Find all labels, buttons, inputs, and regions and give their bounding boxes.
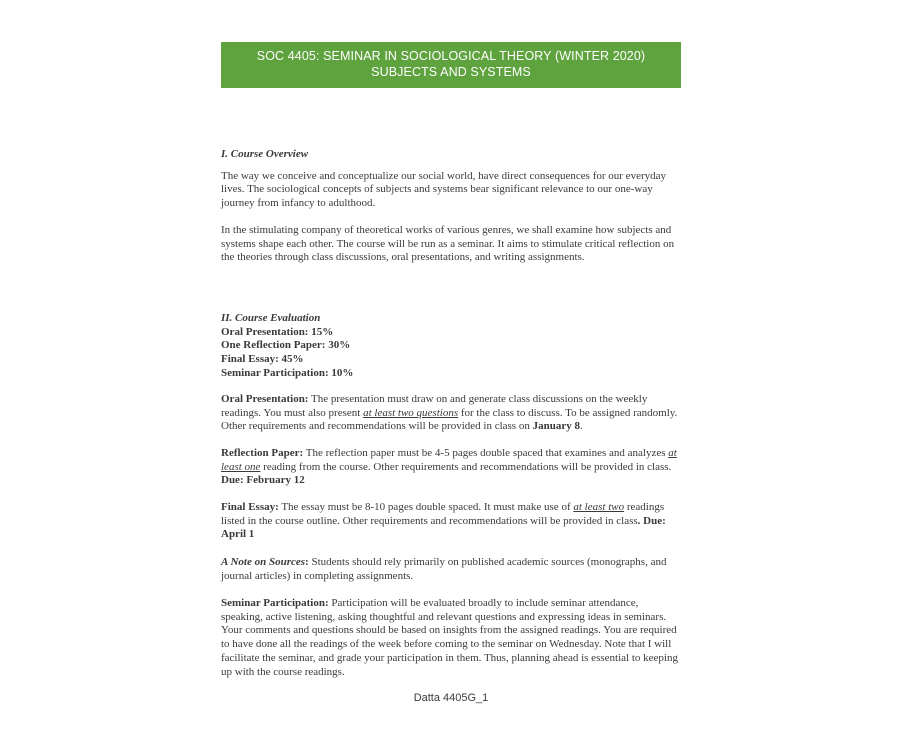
course-subtitle: SUBJECTS AND SYSTEMS — [371, 65, 531, 79]
reflection-label: Reflection Paper: — [221, 447, 304, 459]
oral-text-2: for the class to discuss. To be assigned randomly. Other requirements and recommendations will be provided in class on — [221, 406, 678, 433]
course-title-banner — [221, 42, 681, 88]
reflection-paper-paragraph — [221, 447, 681, 488]
course-evaluation-section — [221, 312, 681, 381]
essay-emphasis: at least two — [573, 501, 625, 513]
section-heading-overview: I. Course Overview — [221, 148, 309, 160]
essay-due: . Due: April 1 — [221, 514, 666, 541]
sources-text: Students should rely primarily on published academic sources (monographs, and journal articles) in completing assignments. — [221, 556, 667, 582]
oral-text-3: . — [579, 420, 583, 433]
overview-paragraph-1: The way we conceive and conceptualize our social world, have direct consequences for our everyday lives. The sociological concepts of subjects and systems bear significant relevance to our one-way journey from infancy to adulthood. — [221, 169, 666, 210]
final-essay-paragraph — [221, 501, 681, 542]
essay-text-2: readings listed in the course outline. Other requirements and recommendations will be provided in class — [221, 501, 665, 527]
participation-text: Participation will be evaluated broadly to include seminar attendance, speaking, active listening, asking thoughtful and relevant questions and expressing ideas in seminars. Your comments and questions should be based on insights from the assigned readings. You are required to have done all the readings of the week before coming to the seminar on Wednesday. Note that I will facilitate the seminar, and grade your participation in them. Thus, planning ahead is essential to keeping up with the course readings. — [221, 597, 678, 678]
course-overview-section — [221, 148, 681, 265]
evaluation-item: Final Essay: 45% — [221, 353, 304, 366]
essay-text-1: The essay must be 8-10 pages double spaced. It must make use of — [278, 501, 574, 513]
seminar-participation-paragraph — [221, 597, 681, 679]
participation-label: Seminar Participation: — [221, 597, 329, 609]
oral-emphasis: at least two questions — [363, 406, 459, 419]
document-page — [221, 42, 681, 88]
sources-note-paragraph — [221, 556, 681, 583]
essay-label: Final Essay: — [221, 501, 279, 513]
sources-colon: : — [305, 556, 309, 568]
reflection-due: Due: February 12 — [221, 474, 305, 487]
reflection-text-1: The reflection paper must be 4-5 pages double spaced that examines and analyzes — [303, 447, 669, 459]
evaluation-item: Oral Presentation: 15% — [221, 325, 334, 338]
course-title: SOC 4405: SEMINAR IN SOCIOLOGICAL THEORY (WINTER 2020) — [256, 49, 646, 63]
reflection-text-2: reading from the course. Other requirements and recommendations will be provided in class. — [260, 460, 672, 473]
oral-label: Oral Presentation: — [221, 393, 309, 405]
section-heading-evaluation: II. Course Evaluation — [221, 312, 321, 324]
overview-paragraph-2: In the stimulating company of theoretical works of various genres, we shall examine how subjects and systems shape each other. The course will be run as a seminar. It aims to stimulate critical reflection on the theories through class discussions, oral presentations, and writing assignments. — [221, 223, 675, 264]
evaluation-item: Seminar Participation: 10% — [221, 366, 354, 379]
evaluation-item: One Reflection Paper: 30% — [221, 339, 351, 352]
oral-text-1: The presentation must draw on and generate class discussions on the weekly readings. You must also present — [221, 393, 648, 419]
page-footer: Datta 4405G_1 — [413, 692, 489, 704]
oral-presentation-paragraph — [221, 393, 681, 434]
oral-date: January 8 — [532, 420, 580, 433]
sources-label: A Note on Sources — [221, 556, 306, 568]
reflection-emphasis: at least one — [221, 447, 677, 473]
